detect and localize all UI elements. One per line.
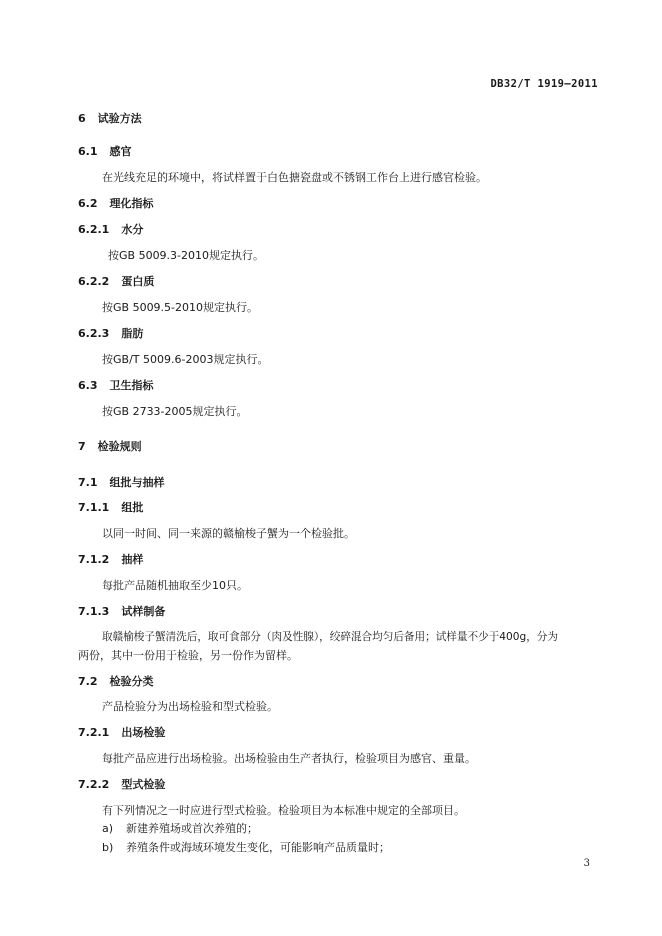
- section-number: 7.1.1: [78, 501, 110, 514]
- section-number: 7.2: [78, 675, 98, 688]
- section-title: 试样制备: [121, 605, 166, 618]
- section-number: 6.1: [78, 145, 98, 158]
- section-6-2-1-heading: [78, 221, 143, 237]
- section-title: 蛋白质: [121, 275, 155, 288]
- section-7-2-2-heading: [78, 776, 165, 792]
- section-title: 抽样: [121, 553, 144, 566]
- section-7-1-heading: [78, 474, 165, 490]
- section-title: 理化指标: [109, 197, 154, 210]
- section-number: 6.2: [78, 197, 98, 210]
- section-number: 6.2.1: [78, 223, 110, 236]
- section-number: 7.1.3: [78, 605, 110, 618]
- section-title: 检验分类: [109, 675, 154, 688]
- section-6-2-3-heading: [78, 325, 143, 341]
- paragraph: 有下列情况之一时应进行型式检验。检验项目为本标准中规定的全部项目。: [102, 804, 465, 817]
- section-title: 水分: [121, 223, 144, 236]
- list-item-text: 养殖条件或海域环境发生变化，可能影响产品质量时；: [126, 841, 390, 854]
- section-title: 卫生指标: [109, 379, 154, 392]
- section-title: 出场检验: [121, 726, 166, 739]
- section-6-2-heading: [78, 195, 154, 211]
- paragraph: 以同一时间、同一来源的赣榆梭子蟹为一个检验批。: [102, 527, 355, 540]
- section-7-2-1-heading: [78, 724, 165, 740]
- section-title: 试验方法: [97, 112, 142, 125]
- section-7-1-2-heading: [78, 551, 143, 567]
- section-number: 6.2.2: [78, 275, 110, 288]
- list-item-text: 新建养殖场或首次养殖的；: [126, 822, 258, 835]
- paragraph: 按GB 5009.5-2010规定执行。: [102, 301, 259, 314]
- list-item: [102, 820, 258, 836]
- section-number: 7.2.2: [78, 778, 110, 791]
- section-7-heading: [78, 438, 142, 454]
- section-number: 7.1.2: [78, 553, 110, 566]
- section-number: 7: [78, 440, 86, 453]
- list-item: [102, 839, 390, 855]
- section-number: 7.1: [78, 476, 98, 489]
- section-title: 组批: [121, 501, 144, 514]
- paragraph: 按GB/T 5009.6-2003规定执行。: [102, 353, 269, 366]
- paragraph: 按GB 2733-2005规定执行。: [102, 405, 248, 418]
- section-number: 6.2.3: [78, 327, 110, 340]
- section-6-3-heading: [78, 377, 154, 393]
- list-marker: b): [102, 841, 114, 854]
- paragraph: 按GB 5009.3-2010规定执行。: [108, 249, 265, 262]
- paragraph: 每批产品应进行出场检验。出场检验由生产者执行，检验项目为感官、重量。: [102, 752, 476, 765]
- paragraph-line-2: 两份，其中一份用于检验，另一份作为留样。: [78, 649, 298, 662]
- paragraph: 产品检验分为出场检验和型式检验。: [102, 700, 278, 713]
- section-title: 型式检验: [121, 778, 166, 791]
- section-6-2-2-heading: [78, 273, 154, 289]
- section-number: 6: [78, 112, 86, 125]
- page-number: 3: [583, 858, 590, 869]
- section-6-1-heading: [78, 143, 132, 159]
- section-7-1-1-heading: [78, 499, 143, 515]
- standard-code: DB32/T 1919—2011: [490, 78, 598, 90]
- section-number: 7.2.1: [78, 726, 110, 739]
- paragraph: 每批产品随机抽取至少10只。: [102, 579, 248, 592]
- section-title: 感官: [109, 145, 132, 158]
- section-title: 脂肪: [121, 327, 144, 340]
- section-title: 组批与抽样: [109, 476, 165, 489]
- paragraph: 在光线充足的环境中，将试样置于白色搪瓷盘或不锈钢工作台上进行感官检验。: [102, 171, 487, 184]
- section-6-heading: [78, 110, 142, 126]
- list-marker: a): [102, 822, 114, 835]
- section-7-1-3-heading: [78, 603, 165, 619]
- section-title: 检验规则: [97, 440, 142, 453]
- section-7-2-heading: [78, 673, 154, 689]
- paragraph-line-1: 取赣榆梭子蟹清洗后，取可食部分（肉及性腺），绞碎混合均匀后备用；试样量不少于400g，分为: [102, 631, 558, 643]
- section-number: 6.3: [78, 379, 98, 392]
